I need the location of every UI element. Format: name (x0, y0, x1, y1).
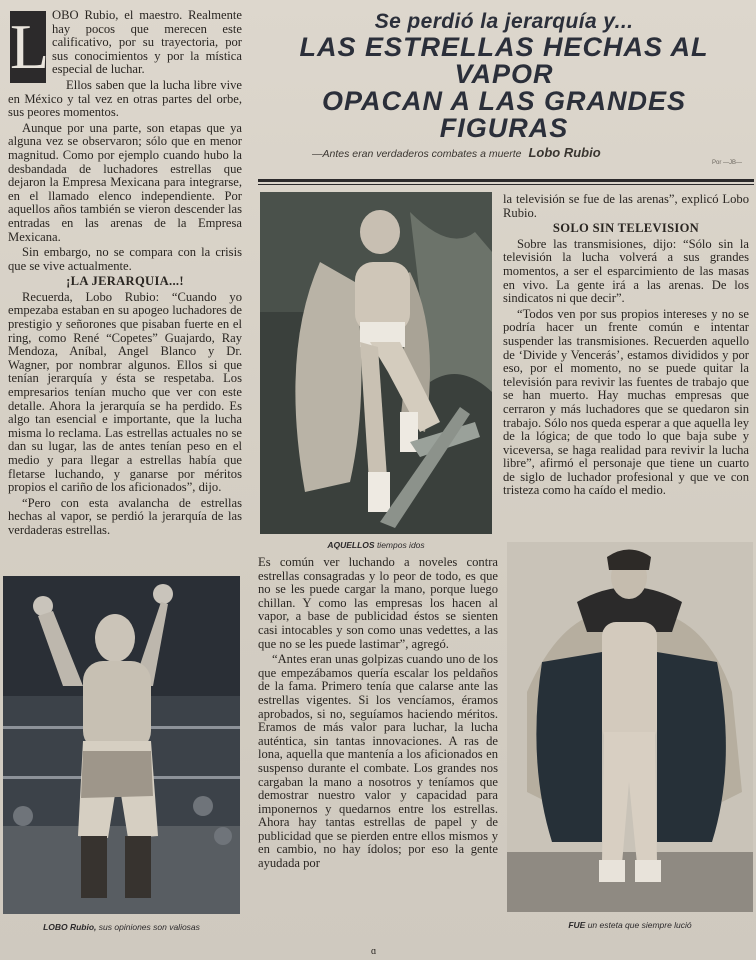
paragraph: “Pero con esta avalancha de estrellas hechas al vapor, se perdió la jerarquía de las verdaderas estrellas. (8, 495, 242, 537)
headline-line-1: LAS ESTRELLAS HECHAS AL (299, 32, 709, 62)
paragraph: “Todos ven por sus propios intereses y no se podría hacer un frente común e intentar suspender las transmisiones. Recuerden aquello de ‘Divide y Vencerás’, estamos divididos y por eso, por el momento, no se puede quitar la televisión para revivir las fuentes de trabajo que se han muerto. Hay muchas empresas que cerraron y más luchadores que se quedaron sin trabajo. Sólo nos queda esperar a que aquella ley de la lógica; de que todo lo que baja sube y viceversa, se haga realidad para revivir la lucha libre”, afirmó el personaje que tiene un cuarto de siglo de luchador profesional y que ve con tristeza como ha caído el medio. (503, 306, 749, 498)
paragraph: “Antes eran unas golpizas cuando uno de los que empezábamos quería escalar los peldaños de la fama. Primero tenía que calarse ante las estrellas vigentes. Si los vencíamos, éramos aprobados, si no, seguíamos haciendo méritos. Eramos de más valor para luchar, la lucha auténtica, sin tantas innovaciones. A ras de lona, aquella que mantenía a los aficionados en suspenso durante el combate. Los grandes nos cargaban la mano a nosotros y teníamos que demostrar nuestro valor y capacidad para imponernos y quedarnos entre los estrellas. Ahora hay tantas estrellas de papel y de publicidad que se pierden entre ellos mismos y en cambio, no hay ídolos; por eso la gente ayudada por (258, 652, 498, 871)
headline-line-3: OPACAN A LAS GRANDES (321, 86, 686, 116)
paragraph: OBO Rubio, el maestro. Realmente hay pocos que merecen este calificativo, por su trayectoria, por sus conocimientos y por la mística especial de luchar. (52, 9, 242, 77)
paragraph: la televisión se fue de las arenas”, explicó Lobo Rubio. (503, 193, 749, 220)
subheading: SOLO SIN TELEVISION (552, 221, 700, 236)
caption-left-photo (3, 922, 240, 932)
caption-text: un esteta que siempre lució (587, 920, 692, 930)
photo-wrestler-cape (260, 192, 492, 534)
caption-prefix: AQUELLOS (327, 540, 375, 550)
paragraph: Es común ver luchando a noveles contra estrellas consagradas y lo peor de todo, es que no se les puede cargar la mano, porque luego chillan. Y como las empresas los hacen al vapor, a base de publicidad éstos se sienten casi intocables y son como unas vedettes, a las que no se les puede lastimar”, agregó. (258, 556, 498, 651)
article-column-3 (503, 193, 749, 539)
caption-text: tiempos idos (376, 540, 425, 550)
byline-small: Por —JB— (712, 160, 743, 166)
headline-line-2: VAPOR (454, 59, 554, 89)
caption-right-photo (507, 920, 753, 930)
caption-text: sus opiniones son valiosas (98, 922, 200, 932)
page-number: ɑ (371, 946, 377, 957)
photo-wrestler-arms-raised (3, 576, 240, 914)
caption-top-photo (260, 540, 492, 550)
photo-wrestler-standing (507, 542, 753, 912)
paragraph: Sin embargo, no se compara con la crisis que se vive actualmente. (8, 245, 242, 273)
deck (312, 145, 601, 160)
headline-line-4: FIGURAS (439, 113, 569, 143)
paragraph: Ellos saben que la lucha libre vive en México y tal vez en otras partes del orbe, sus peores momentos. (8, 77, 242, 120)
drop-cap: L (10, 11, 50, 82)
paragraph: Aunque por una parte, son etapas que ya alguna vez se observaron; sólo que en menor magnitud. Como por ejemplo cuando hubo la desbandada de luchadores estrellas que dejaron la Empresa Mexicana para integrarse, en el llamado elenco independiente. Por aquellos años también se vieron descender las entradas en las arenas de la Empresa Mexicana. (8, 120, 242, 244)
caption-prefix: LOBO Rubio, (43, 922, 97, 932)
paragraph: Sobre las transmisiones, dijo: “Sólo sin la televisión la lucha volverá a sus grandes momentos, a ser el esparcimiento de las masas en vivo. La gente irá a las arenas. De los sindicatos ni que decir”. (503, 236, 749, 306)
kicker: Se perdió la jerarquía y... (374, 10, 634, 33)
paragraph: Recuerda, Lobo Rubio: “Cuando yo empezaba estaban en su apogeo luchadores de prestigio y señorones que pisaban fuerte en el ring, como René “Copetes” Guajardo, Ray Mendoza, Aníbal, Angel Blanco y Dr. Wagner, por nombrar algunos. Ellos si que tenían jerarquía y ésta se respetaba. Los empresarios tenían mucho que ver con este detalle. Ahora la jerarquía se ha perdido. Es algo tan esencial e importante, que la lucha misma lo reclama. Las estrellas actuales no se dan su lugar, las de antes tenían peso en el medio y para llegar a estrellas había que fletarse luchando, y ganarse por méritos propios el cariño de los aficionados”, dijo. (8, 289, 242, 495)
deck-author: Lobo Rubio (528, 145, 601, 160)
deck-text: —Antes eran verdaderos combates a muerte (312, 148, 522, 160)
caption-prefix: FUE (568, 920, 586, 930)
article-column-1 (8, 9, 242, 571)
subheading: ¡LA JERARQUIA...! (66, 274, 184, 289)
article-column-2 (258, 556, 498, 934)
divider-rule (258, 179, 754, 185)
